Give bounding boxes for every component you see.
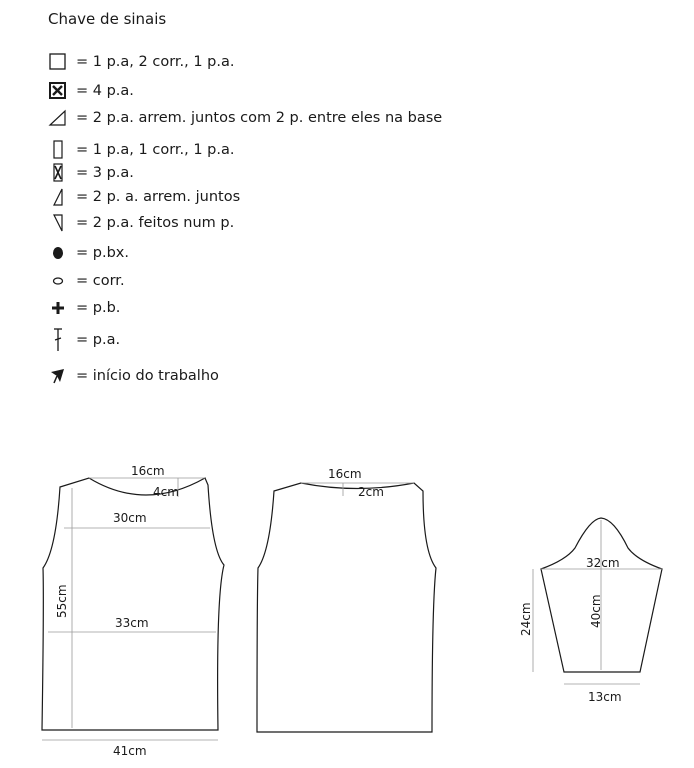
legend-text: = 2 p. a. arrem. juntos [76,189,241,205]
front-neck-width-label: 16cm [131,464,165,478]
legend-text: = p.bx. [76,245,129,261]
legend-text: = início do trabalho [76,368,219,384]
legend-text: = 3 p.a. [76,165,134,181]
sleeve-width-label: 32cm [586,556,620,570]
sleeve-cuff-width-label: 13cm [588,690,622,704]
legend-text: = 2 p.a. feitos num p. [76,215,235,231]
front-length-label: 55cm [55,584,69,618]
back-piece-outline [257,483,436,732]
legend-title: Chave de sinais [48,10,167,28]
back-neck-width-label: 16cm [328,467,362,481]
legend-text: = corr. [76,273,125,289]
front-chest-width-label: 33cm [115,616,149,630]
legend-text: = 4 p.a. [76,83,134,99]
sleeve-cap-height-label: 40cm [589,594,603,628]
legend-text: = 1 p.a, 1 corr., 1 p.a. [76,142,235,158]
front-shoulder-width-label: 30cm [113,511,147,525]
back-neck-depth-label: 2cm [358,485,384,499]
legend-text: = 2 p.a. arrem. juntos com 2 p. entre eles na base [76,110,443,126]
legend-text: = p.b. [76,300,121,316]
legend-text: = 1 p.a, 2 corr., 1 p.a. [76,54,235,70]
front-neck-depth-label: 4cm [153,485,179,499]
front-hem-width-label: 41cm [113,744,147,758]
legend-text: = p.a. [76,332,121,348]
sleeve-length-label: 24cm [519,602,533,636]
